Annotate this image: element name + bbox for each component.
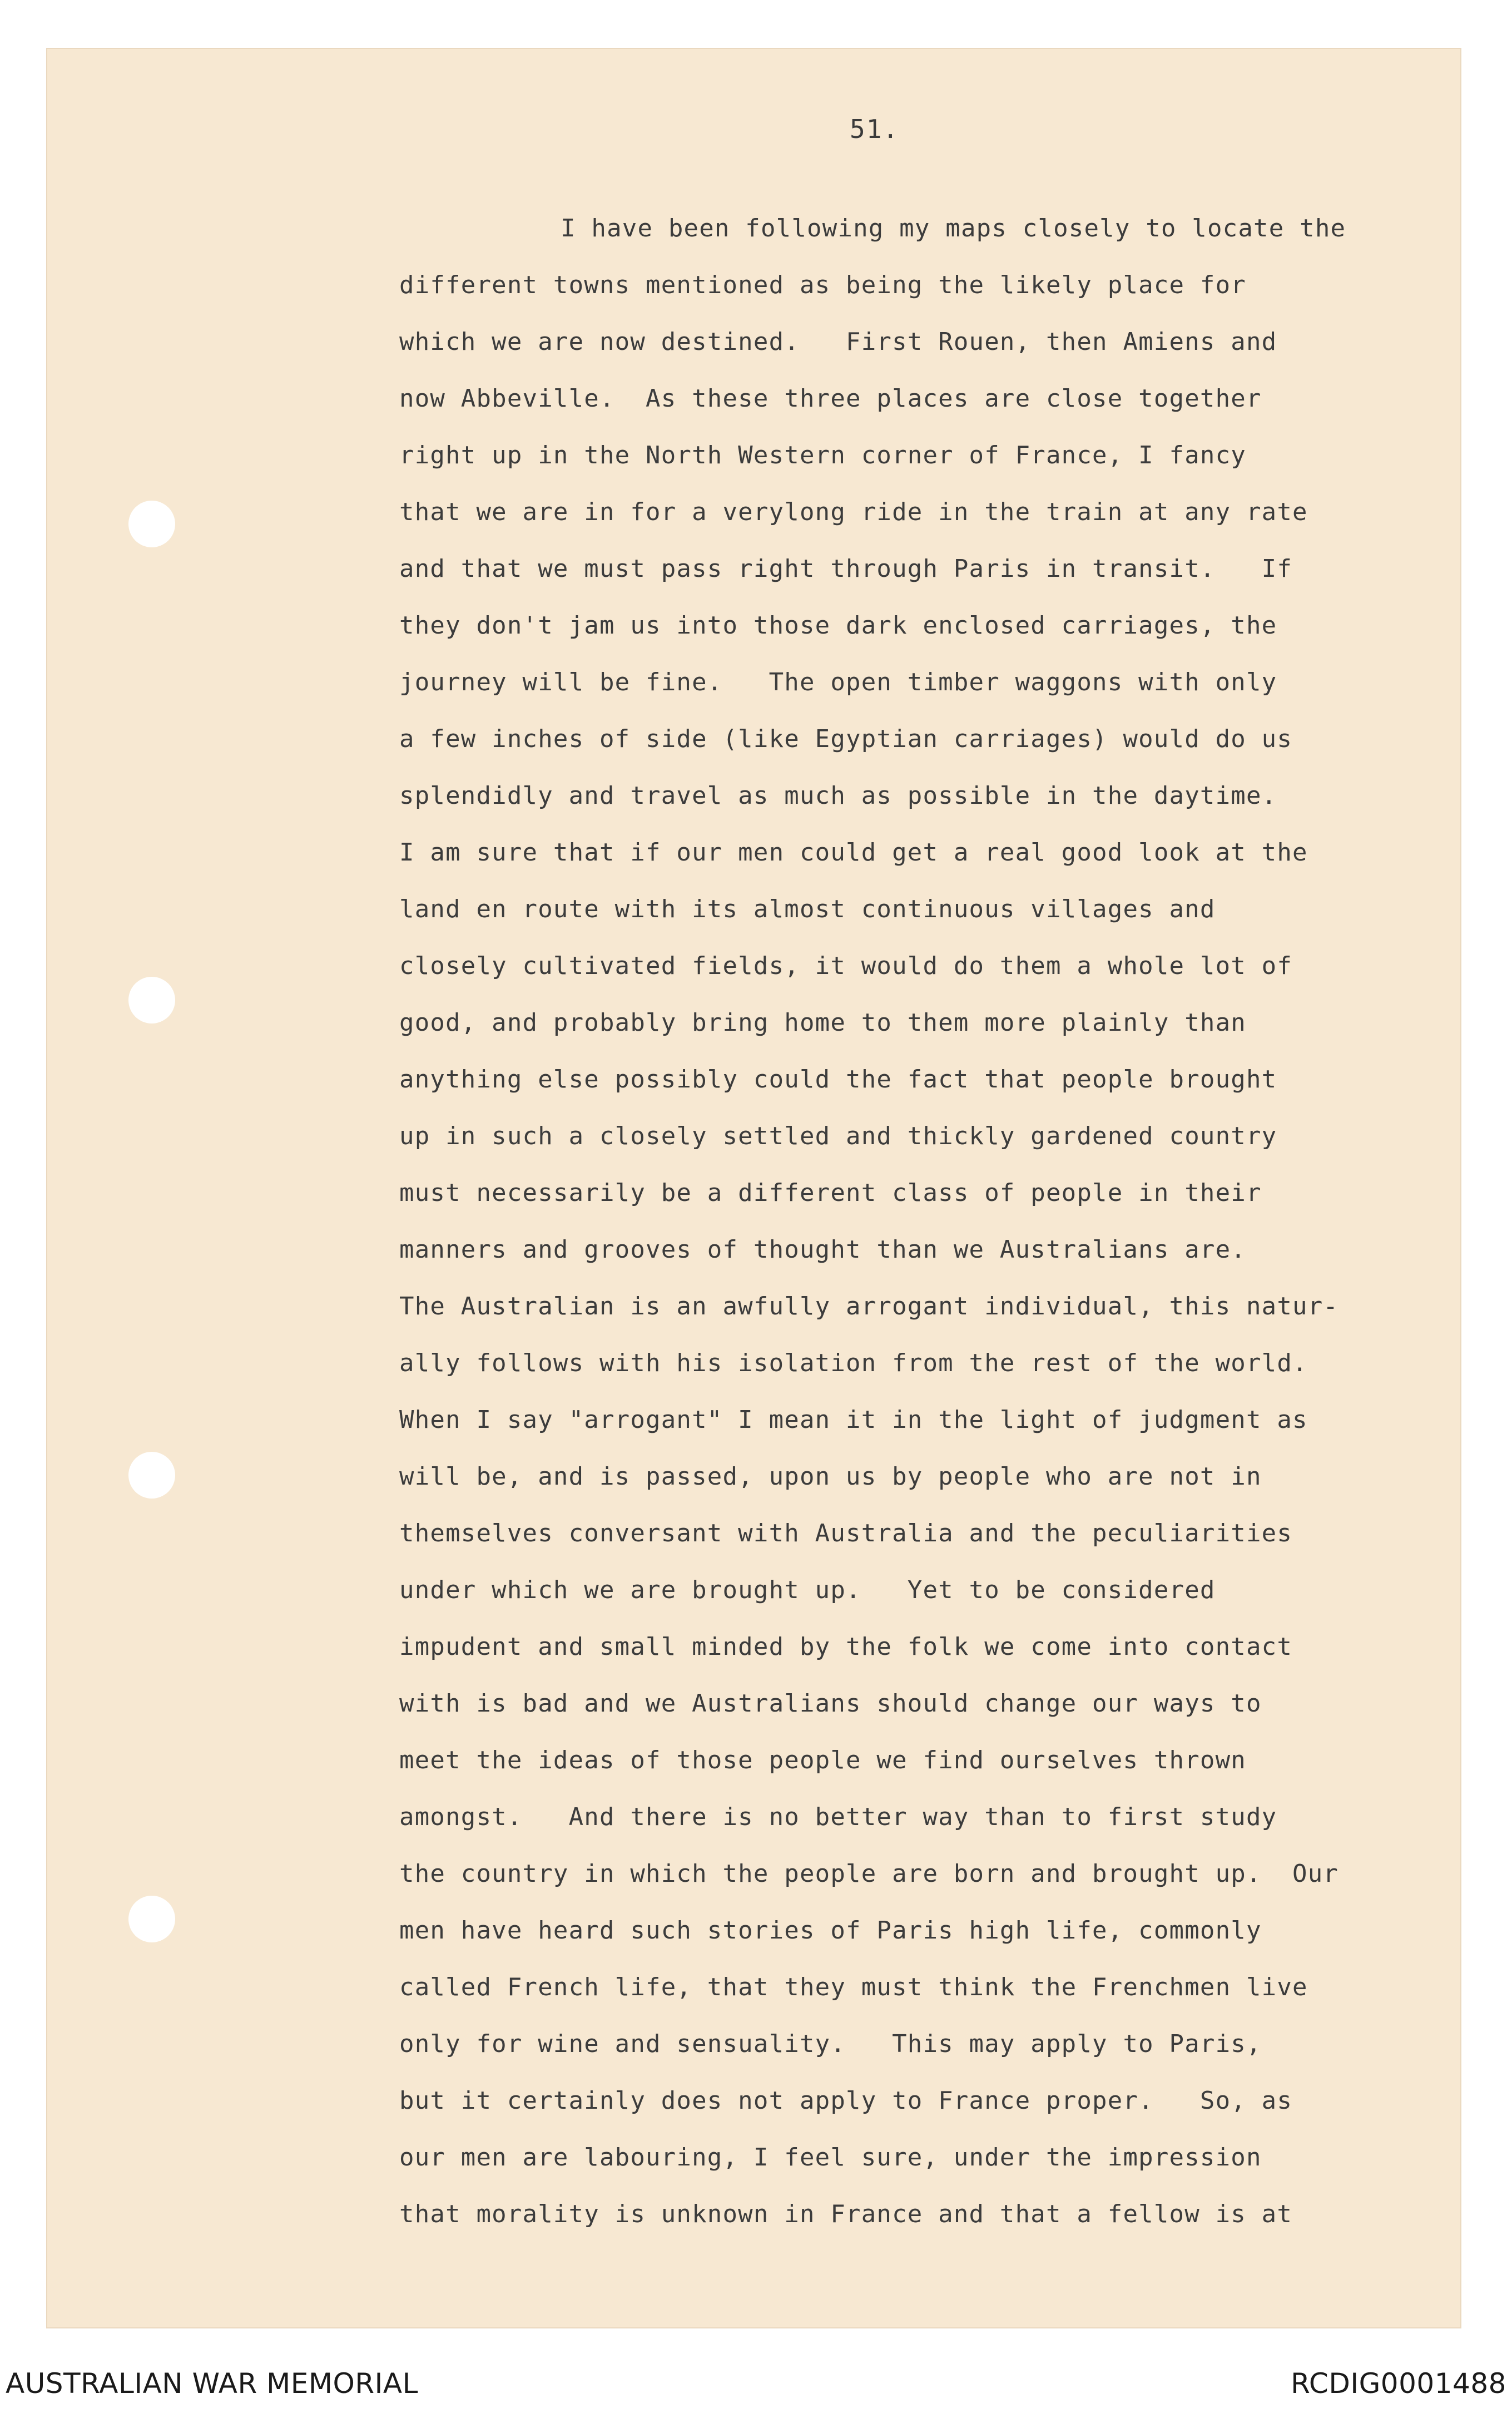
text-line: will be, and is passed, upon us by people who are not in bbox=[399, 1462, 1262, 1491]
punch-hole bbox=[128, 501, 175, 547]
text-line: only for wine and sensuality. This may apply to Paris, bbox=[399, 2030, 1262, 2058]
text-line: under which we are brought up. Yet to be considered bbox=[399, 1576, 1216, 1604]
text-line: a few inches of side (like Egyptian carriages) would do us bbox=[399, 725, 1293, 753]
page-number: 51. bbox=[850, 114, 900, 144]
text-line: The Australian is an awfully arrogant individual, this natur- bbox=[399, 1292, 1339, 1321]
text-line: meet the ideas of those people we find ourselves thrown bbox=[399, 1746, 1246, 1774]
text-line: called French life, that they must think the Frenchmen live bbox=[399, 1973, 1308, 2001]
text-line: good, and probably bring home to them more plainly than bbox=[399, 1008, 1246, 1037]
text-line: manners and grooves of thought than we Australians are. bbox=[399, 1235, 1246, 1264]
text-line: I am sure that if our men could get a real good look at the bbox=[399, 838, 1308, 867]
text-line: closely cultivated fields, it would do them a whole lot of bbox=[399, 952, 1293, 980]
text-line: that we are in for a verylong ride in the train at any rate bbox=[399, 498, 1308, 526]
text-line: right up in the North Western corner of France, I fancy bbox=[399, 441, 1246, 469]
text-line: with is bad and we Australians should change our ways to bbox=[399, 1689, 1262, 1718]
text-line: amongst. And there is no better way than to first study bbox=[399, 1803, 1277, 1831]
punch-hole bbox=[128, 1896, 175, 1942]
footer-archive-name: AUSTRALIAN WAR MEMORIAL bbox=[6, 2367, 418, 2400]
text-line: themselves conversant with Australia and the peculiarities bbox=[399, 1519, 1293, 1547]
text-line: now Abbeville. As these three places are close together bbox=[399, 384, 1262, 413]
text-line: journey will be fine. The open timber waggons with only bbox=[399, 668, 1277, 696]
text-line: I have been following my maps closely to locate the bbox=[561, 214, 1346, 243]
text-line: the country in which the people are born and brought up. Our bbox=[399, 1860, 1339, 1888]
text-line: they don't jam us into those dark enclosed carriages, the bbox=[399, 611, 1277, 640]
text-line: ally follows with his isolation from the rest of the world. bbox=[399, 1349, 1308, 1377]
text-line: our men are labouring, I feel sure, under the impression bbox=[399, 2143, 1262, 2172]
text-line: impudent and small minded by the folk we come into contact bbox=[399, 1633, 1293, 1661]
punch-hole bbox=[128, 1452, 175, 1499]
text-line: up in such a closely settled and thickly gardened country bbox=[399, 1122, 1277, 1150]
text-line: splendidly and travel as much as possible in the daytime. bbox=[399, 782, 1277, 810]
text-line: men have heard such stories of Paris high life, commonly bbox=[399, 1916, 1262, 1945]
text-line: different towns mentioned as being the likely place for bbox=[399, 271, 1246, 299]
text-line: must necessarily be a different class of people in their bbox=[399, 1179, 1262, 1207]
text-line: When I say "arrogant" I mean it in the light of judgment as bbox=[399, 1406, 1308, 1434]
text-line: but it certainly does not apply to France proper. So, as bbox=[399, 2086, 1293, 2115]
text-line: and that we must pass right through Paris in transit. If bbox=[399, 555, 1293, 583]
text-line: land en route with its almost continuous villages and bbox=[399, 895, 1216, 923]
text-line: that morality is unknown in France and that a fellow is at bbox=[399, 2200, 1293, 2228]
typed-text-body bbox=[399, 200, 1456, 2243]
text-line: anything else possibly could the fact that people brought bbox=[399, 1065, 1277, 1094]
punch-hole bbox=[128, 977, 175, 1023]
text-line: which we are now destined. First Rouen, then Amiens and bbox=[399, 328, 1277, 356]
footer-record-id: RCDIG0001488 bbox=[1291, 2367, 1506, 2400]
